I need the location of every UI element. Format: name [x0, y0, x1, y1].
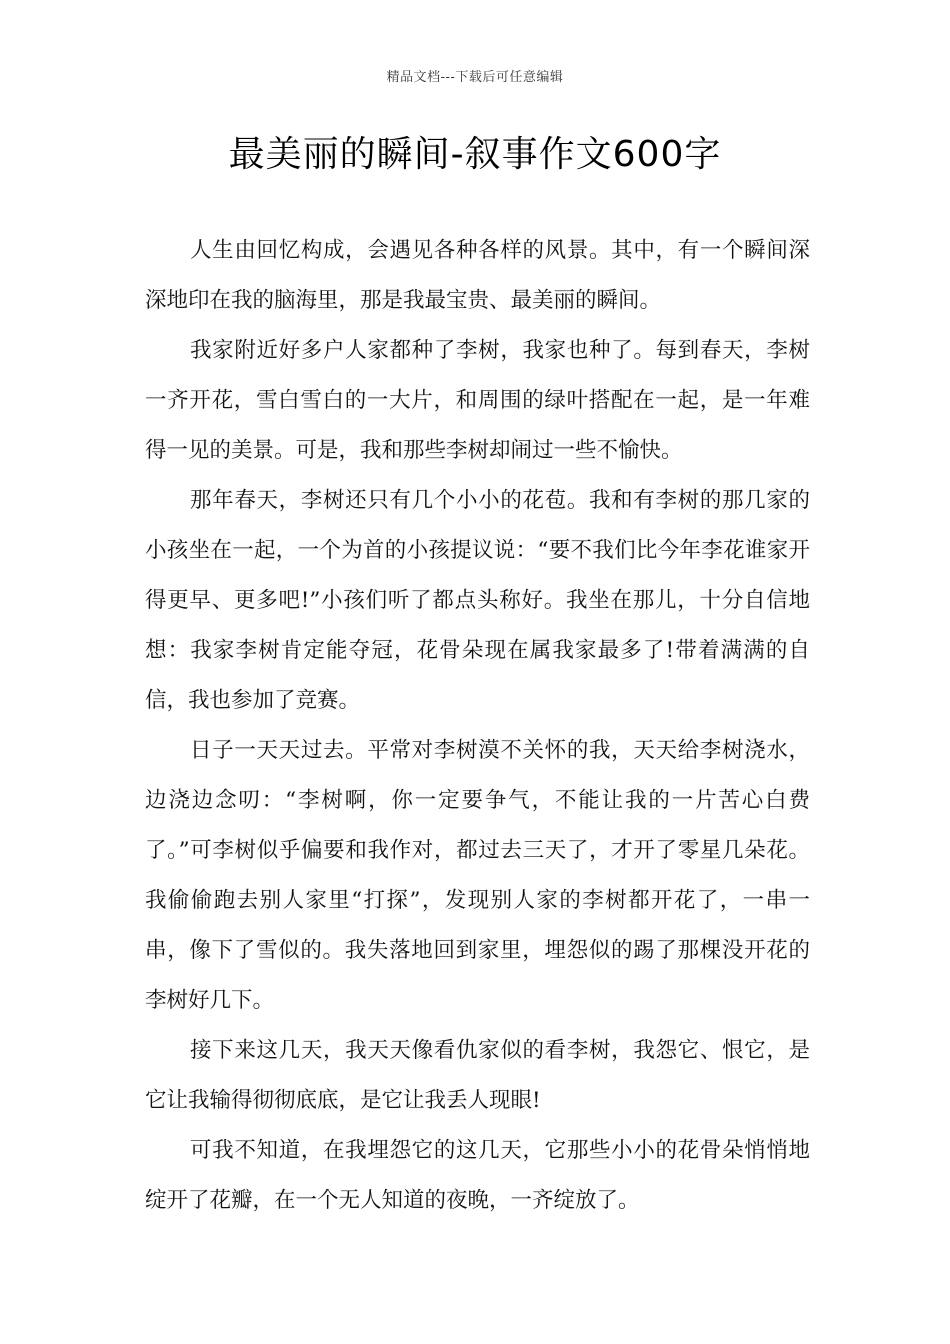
document-body	[145, 226, 810, 1226]
paragraph: 日子一天天过去。平常对李树漠不关怀的我，天天给李树浇水，边浇边念叨：“李树啊，你一定要争气，不能让我的一片苦心白费了。”可李树似乎偏要和我作对，都过去三天了，才开了零星几朵花。我偷偷跑去别人家里“打探”，发现别人家的李树都开花了，一串一串，像下了雪似的。我失落地回到家里，埋怨似的踢了那棵没开花的李树好几下。	[145, 738, 810, 1013]
paragraph: 可我不知道，在我埋怨它的这几天，它那些小小的花骨朵悄悄地绽开了花瓣，在一个无人知道的夜晚，一齐绽放了。	[145, 1138, 810, 1213]
header-note: 精品文档---下载后可任意编辑	[386, 70, 564, 85]
document-title: 最美丽的瞬间-叙事作文600字	[228, 134, 722, 175]
paragraph: 人生由回忆构成，会遇见各种各样的风景。其中，有一个瞬间深深地印在我的脑海里，那是我最宝贵、最美丽的瞬间。	[145, 238, 810, 313]
paragraph: 接下来这几天，我天天像看仇家似的看李树，我怨它、恨它，是它让我输得彻彻底底，是它让我丢人现眼!	[145, 1038, 810, 1113]
paragraph: 我家附近好多户人家都种了李树，我家也种了。每到春天，李树一齐开花，雪白雪白的一大片，和周围的绿叶搭配在一起，是一年难得一见的美景。可是，我和那些李树却闹过一些不愉快。	[145, 338, 810, 463]
paragraph: 那年春天，李树还只有几个小小的花苞。我和有李树的那几家的小孩坐在一起，一个为首的小孩提议说：“要不我们比今年李花谁家开得更早、更多吧!”小孩们听了都点头称好。我坐在那儿，十分自信地想：我家李树肯定能夺冠，花骨朵现在属我家最多了!带着满满的自信，我也参加了竞赛。	[145, 488, 810, 713]
